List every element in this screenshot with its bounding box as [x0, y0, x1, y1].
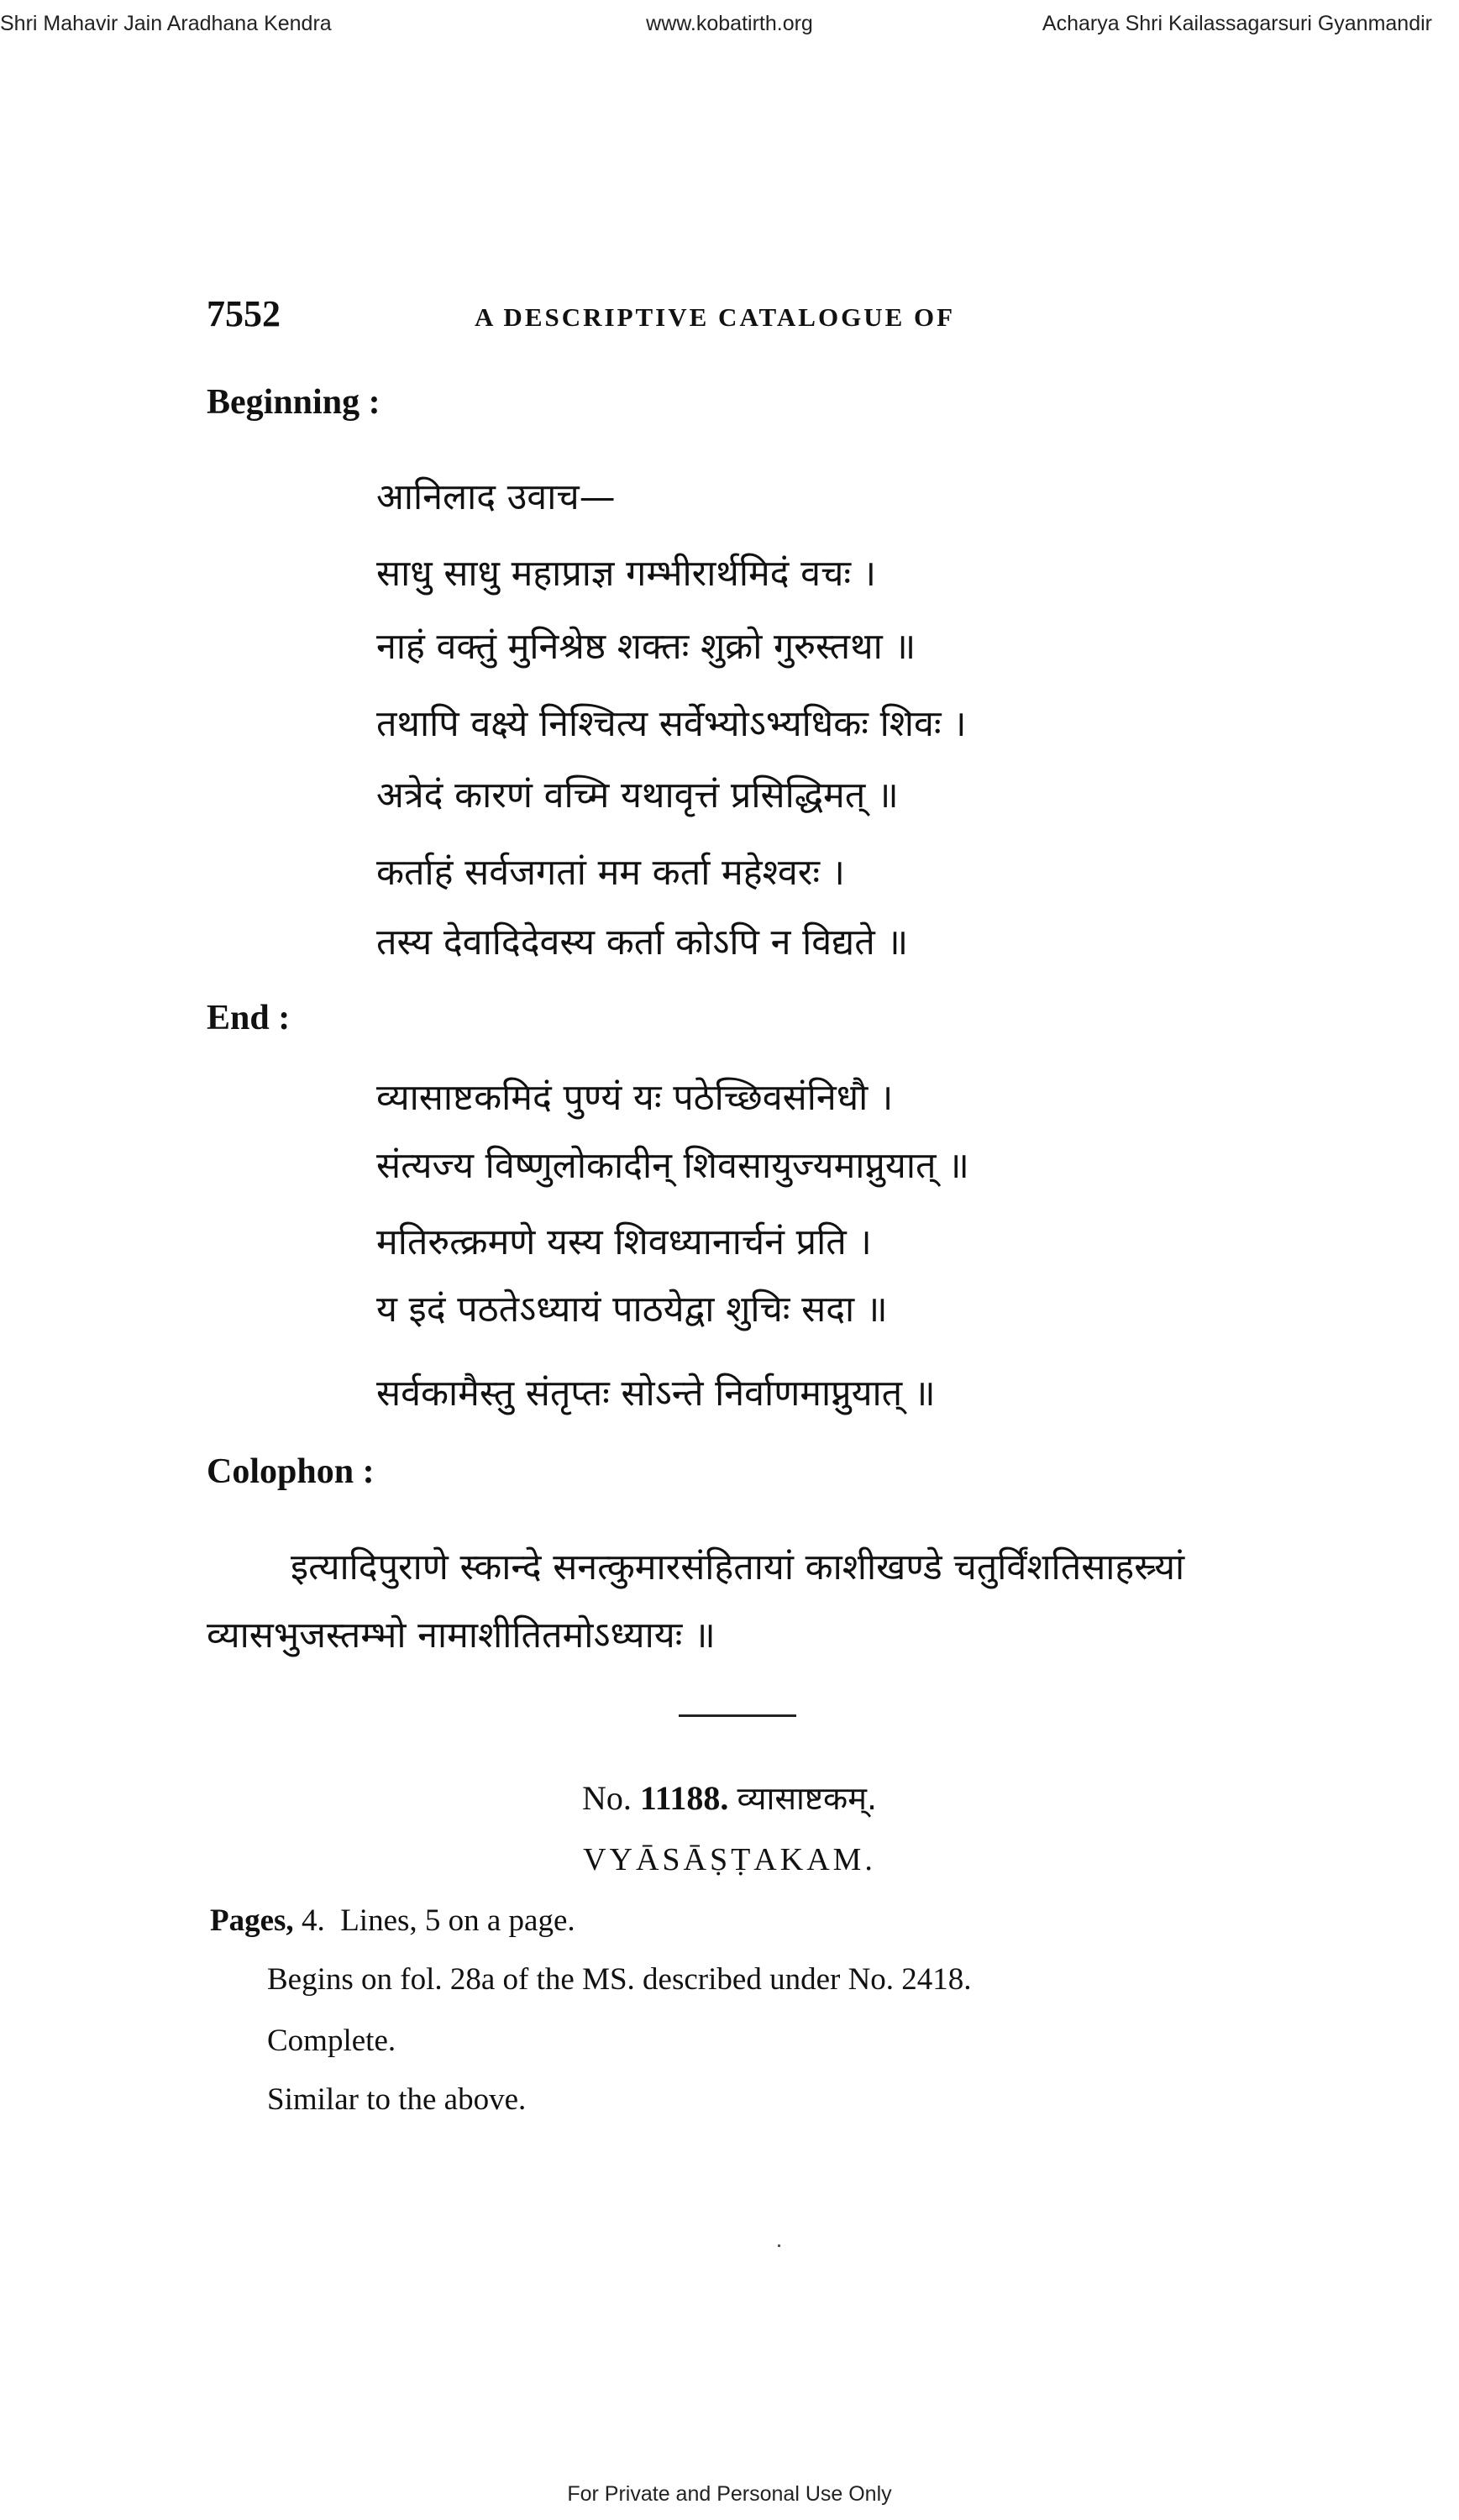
beginning-line: नाहं वक्तुं मुनिश्रेष्ठ शक्तः शुक्रो गुरुस्तथा ॥ — [376, 626, 916, 668]
entry-no-prefix: No. — [581, 1779, 632, 1817]
footer-text: For Private and Personal Use Only — [567, 2482, 892, 2506]
lines-info: Lines, 5 on a page. — [340, 1903, 575, 1938]
end-line: सर्वकामैस्तु संतृप्तः सोऽन्ते निर्वाणमाप्नुयात् ॥ — [376, 1373, 936, 1415]
header-left-text: Shri Mahavir Jain Aradhana Kendra — [0, 12, 332, 35]
beginning-line: कर्ताहं सर्वजगतां मम कर्ता महेश्वरः । — [376, 852, 845, 894]
pages-lines-info — [210, 1903, 575, 1939]
running-title: A DESCRIPTIVE CATALOGUE OF — [475, 302, 956, 332]
end-line: मतिरुत्क्रमणे यस्य शिवध्यानार्चनं प्रति । — [376, 1221, 872, 1263]
section-divider — [679, 1714, 796, 1717]
entry-title: VYĀSĀṢṬAKAM. — [583, 1842, 876, 1877]
end-line: य इदं पठतेऽध्यायं पाठयेद्वा शुचिः सदा ॥ — [376, 1289, 888, 1331]
page-number: 7552 — [207, 293, 281, 334]
entry-heading — [0, 1776, 1459, 1819]
beginning-line: तस्य देवादिदेवस्य कर्ता कोऽपि न विद्यते ॥ — [376, 921, 909, 963]
colophon-label: Colophon : — [207, 1452, 375, 1491]
status-info: Complete. — [267, 2024, 396, 2058]
beginning-line: अत्रेदं कारणं वच्मि यथावृत्तं प्रसिद्धिमत् ॥ — [376, 774, 899, 816]
pages-value: 4. — [301, 1903, 325, 1938]
entry-number: 11188. — [639, 1779, 729, 1817]
end-line: व्यासाष्टकमिदं पुण्यं यः पठेच्छिवसंनिधौ । — [376, 1077, 894, 1119]
beginning-label: Beginning : — [207, 383, 380, 422]
beginning-line: साधु साधु महाप्राज्ञ गम्भीरार्थमिदं वचः । — [376, 553, 877, 595]
pages-label: Pages, — [210, 1903, 294, 1938]
colophon-line: व्यासभुजस्तम्भो नामाशीतितमोऽध्यायः ॥ — [207, 1614, 716, 1656]
beginning-line: आनिलाद उवाच— — [376, 476, 616, 518]
beginning-line: तथापि वक्ष्ये निश्चित्य सर्वेभ्योऽभ्यधिकः शिवः । — [376, 703, 967, 745]
colophon-line: इत्यादिपुराणे स्कान्दे सनत्कुमारसंहितायां काशीखण्डे चतुर्विंशतिसाहस्र्यां — [291, 1546, 1185, 1588]
scan-speck — [778, 2244, 780, 2247]
note-info: Similar to the above. — [267, 2082, 527, 2117]
end-line: संत्यज्य विष्णुलोकादीन् शिवसायुज्यमाप्नुयात् ॥ — [376, 1145, 969, 1187]
header-center-url: www.kobatirth.org — [646, 12, 813, 35]
header-right-text: Acharya Shri Kailassagarsuri Gyanmandir — [1042, 12, 1432, 35]
begins-info: Begins on fol. 28a of the MS. described under No. 2418. — [267, 1962, 972, 1997]
entry-devanagari-title: व्यासाष्टकम्. — [737, 1780, 878, 1817]
end-label: End : — [207, 999, 291, 1037]
